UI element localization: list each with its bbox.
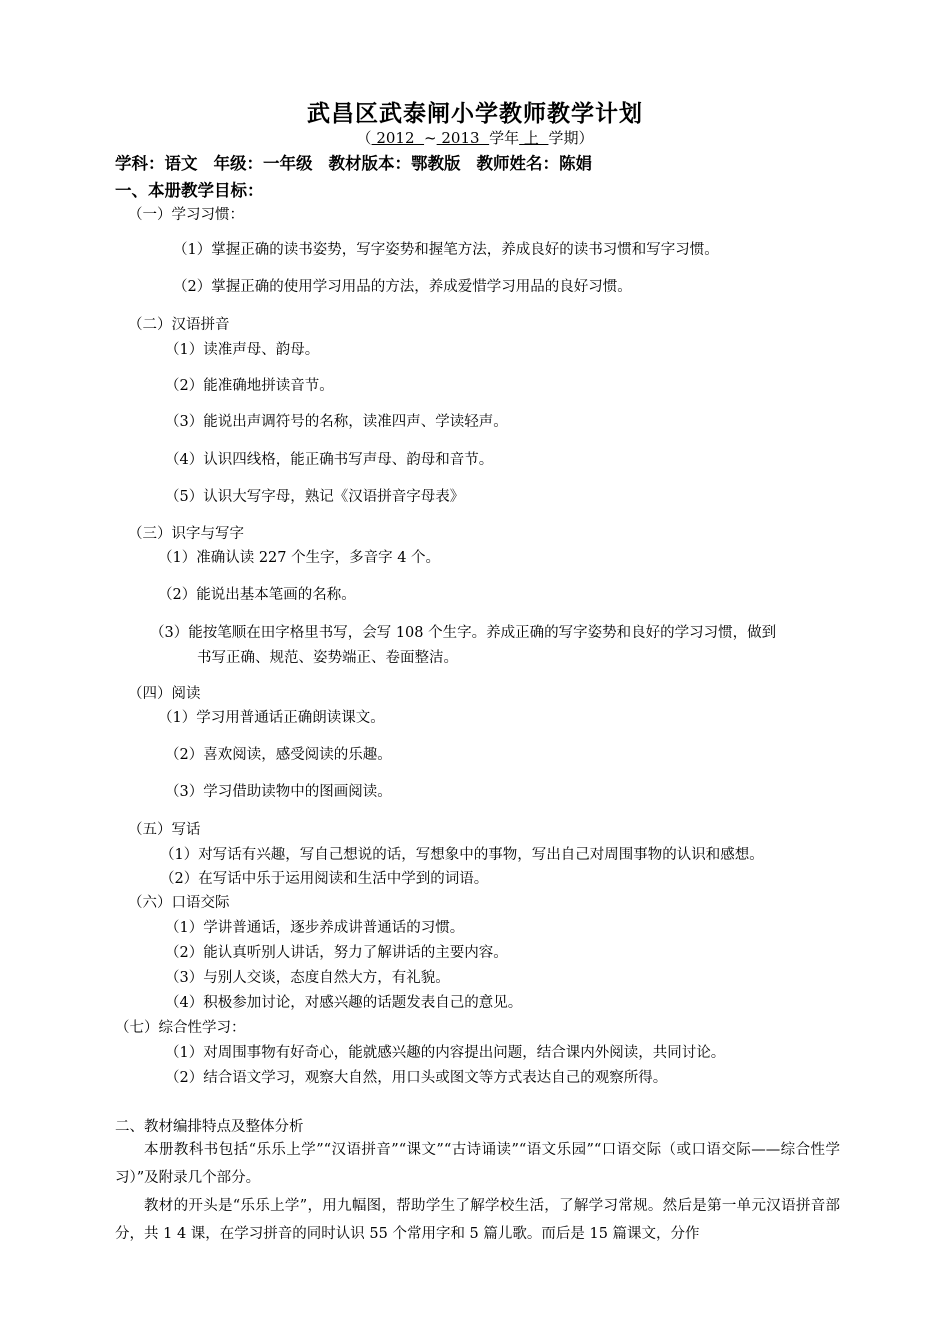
s6-item: （2）能认真听别人讲话，努力了解讲话的主要内容。 [165,945,508,961]
s4-item: （1）学习用普通话正确朗读课文。 [158,710,385,726]
s2-item: （4）认识四线格，能正确书写声母、韵母和音节。 [165,452,494,468]
s6-heading: （六）口语交际 [128,895,230,911]
s7-item: （1）对周围事物有好奇心，能就感兴趣的内容提出问题，结合课内外阅读，共同讨论。 [165,1045,726,1061]
s4-item: （3）学习借助读物中的图画阅读。 [165,784,392,800]
s7-heading: （七）综合性学习： [115,1020,246,1036]
section2-heading: 二、教材编排特点及整体分析 [115,1119,304,1135]
section1-heading: 一、本册教学目标： [115,181,264,200]
document-title: 武昌区武泰闸小学教师教学计划 [307,100,643,127]
s7-item: （2）结合语文学习，观察大自然，用口头或图文等方式表达自己的观察所得。 [165,1070,668,1086]
term: 上 [519,129,549,147]
section2-body [115,1136,840,1248]
s2-item: （5）认识大写字母，熟记《汉语拼音字母表》 [165,489,465,505]
s3-heading: （三）识字与写字 [128,526,244,542]
s2-item: （3）能说出声调符号的名称，读准四声、学读轻声。 [165,414,508,430]
s4-item: （2）喜欢阅读，感受阅读的乐趣。 [165,747,392,763]
year-tilde: ~ [424,129,437,147]
s6-item: （1）学讲普通话，逐步养成讲普通话的习惯。 [165,920,465,936]
s2-item: （1）读准声母、韵母。 [165,342,320,358]
s3-item: （3）能按笔顺在田字格里书写，会写 108 个生字。养成正确的写字姿势和良好的学习习惯，做到 [150,625,777,641]
meta-grade: 年级：一年级 [213,154,313,173]
school-year-line [0,127,950,148]
subtitle-open: （ [356,129,372,147]
s1-item: （1）掌握正确的读书姿势，写字姿势和握笔方法，养成良好的读书习惯和写字习惯。 [173,242,719,258]
meta-edition: 教材版本：鄂教版 [328,154,461,173]
s3-item: （1）准确认读 227 个生字，多音字 4 个。 [158,550,441,566]
s6-item: （4）积极参加讨论，对感兴趣的话题发表自己的意见。 [165,995,523,1011]
year-start: 2012 [371,129,425,147]
meta-teacher: 教师姓名：陈娟 [476,154,592,173]
s3-item-continuation: 书写正确、规范、姿势端正、卷面整洁。 [197,650,458,666]
year-label: 学年 [489,129,520,147]
s1-item: （2）掌握正确的使用学习用品的方法，养成爱惜学习用品的良好习惯。 [173,279,632,295]
term-label: 学期） [548,129,594,147]
s1-heading: （一）学习习惯： [128,207,244,223]
meta-subject: 学科：语文 [115,154,198,173]
s2-heading: （二）汉语拼音 [128,317,230,333]
s2-item: （2）能准确地拼读音节。 [165,378,334,394]
s6-item: （3）与别人交谈，态度自然大方，有礼貌。 [165,970,450,986]
meta-info-line [115,150,608,174]
s5-heading: （五）写话 [128,822,201,838]
s3-item: （2）能说出基本笔画的名称。 [158,587,356,603]
s5-item: （2）在写话中乐于运用阅读和生活中学到的词语。 [160,871,489,887]
body-paragraph: 教材的开头是“乐乐上学”，用九幅图，帮助学生了解学校生活，了解学习常规。然后是第一单元汉语拼音部分，共 1 4 课，在学习拼音的同时认识 55 个常用字和 5 篇儿歌。而后是 15 篇课文，分作 [115,1198,840,1242]
year-end: 2013 [436,129,490,147]
body-paragraph: 本册教科书包括“乐乐上学”“汉语拼音”“课文”“古诗诵读”“语文乐园”“口语交际（或口语交际——综合性学习）”及附录几个部分。 [115,1142,840,1186]
s4-heading: （四）阅读 [128,686,201,702]
s5-item: （1）对写话有兴趣，写自己想说的话，写想象中的事物，写出自己对周围事物的认识和感想。 [160,847,764,863]
